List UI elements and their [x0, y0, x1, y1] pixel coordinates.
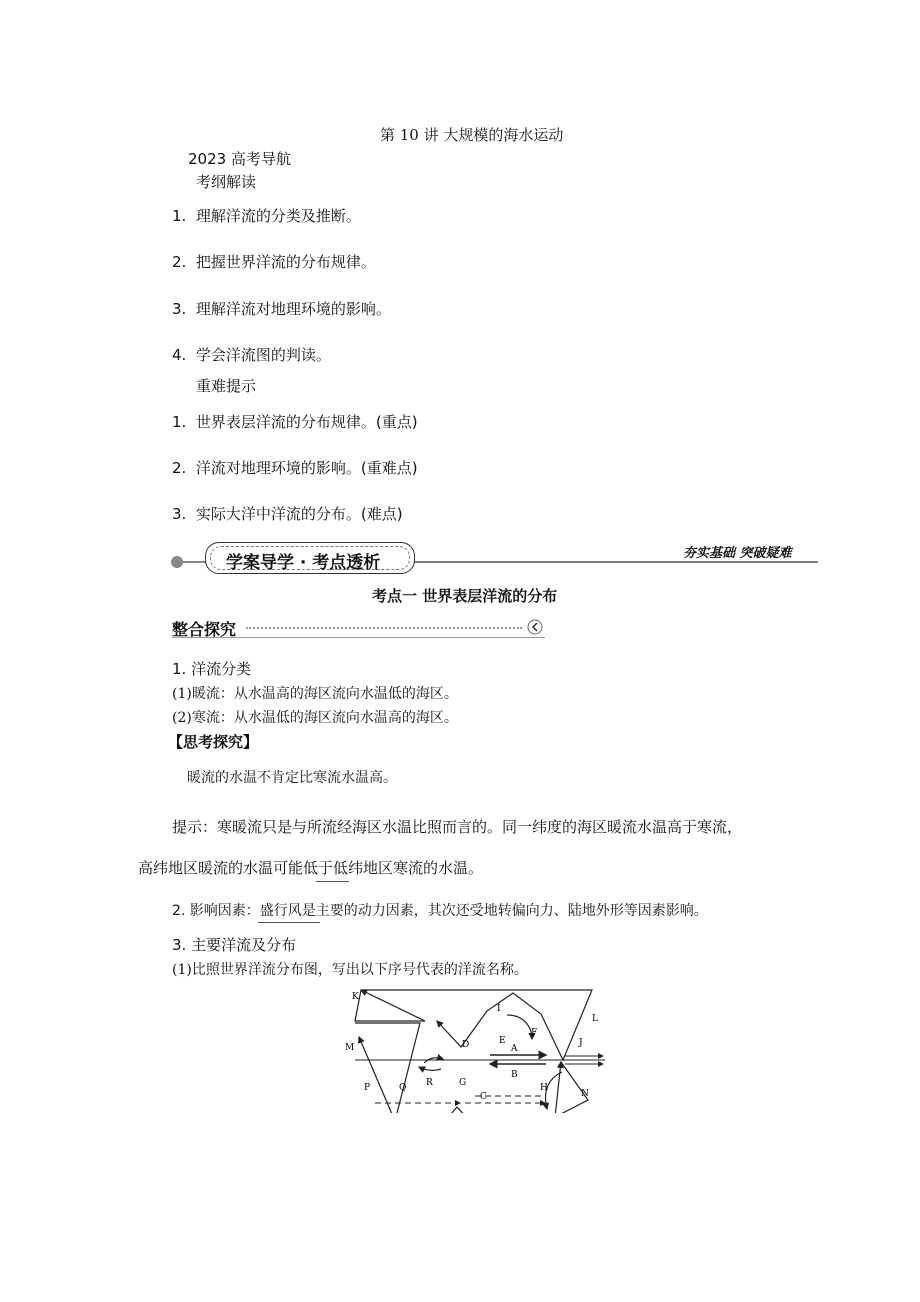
distribution-instruction: (1)比照世界洋流分布图，写出以下序号代表的洋流名称。: [172, 962, 528, 978]
underline-mark: [316, 881, 349, 882]
label-Q: Q: [399, 1083, 407, 1093]
nav-title: 2023 高考导航: [188, 150, 291, 168]
list-item: 1. 理解洋流的分类及推断。: [172, 207, 361, 225]
label-D: D: [462, 1040, 470, 1050]
influence-text: 盛行风是主要的动力因素，其次还受地转偏向力、陆地外形等因素影响。: [259, 903, 708, 919]
section-label: 整合探究: [172, 620, 237, 639]
list-item: 1. 世界表层洋流的分布规律。(重点): [172, 413, 418, 431]
question-text: 暖流的水温不肯定比寒流水温高。: [187, 770, 397, 786]
label-G: G: [459, 1078, 467, 1088]
key-points-heading: 重难提示: [196, 377, 257, 395]
label-B: B: [511, 1070, 518, 1080]
warm-current-def: (1)暖流：从水温高的海区流向水温低的海区。: [172, 686, 458, 702]
label-E: E: [499, 1036, 506, 1046]
label-C: C: [480, 1092, 487, 1102]
think-label: 【思考探究】: [168, 733, 259, 751]
heading-distribution: 3. 主要洋流及分布: [172, 936, 297, 954]
syllabus-heading: 考纲解读: [196, 173, 257, 191]
label-J: J: [579, 1038, 583, 1048]
banner-right-text: 夯实基础 突破疑难: [683, 546, 792, 561]
hint-line-2: 高纬地区暖流的水温可能低于低纬地区寒流的水温。: [138, 859, 484, 877]
list-item: 3. 实际大洋中洋流的分布。(难点): [172, 505, 403, 523]
label-R: R: [426, 1078, 433, 1088]
banner-label: 学案导学 · 考点透析: [226, 553, 381, 573]
cold-current-def: (2)寒流：从水温低的海区流向水温高的海区。: [172, 710, 458, 726]
page-title: 第 10 讲 大规模的海水运动: [380, 126, 564, 144]
influence-factors: [172, 900, 708, 920]
label-A: A: [511, 1044, 518, 1054]
dotted-rule: [246, 627, 522, 629]
hint-line-1: 提示：寒暖流只是与所流经海区水温比照而言的。同一纬度的海区暖流水温高于寒流，: [172, 818, 743, 836]
ocean-current-diagram: [335, 983, 625, 1113]
label-N: N: [581, 1089, 589, 1099]
label-I: I: [497, 1004, 501, 1014]
list-item: 2. 把握世界洋流的分布规律。: [172, 253, 376, 271]
label-P: P: [364, 1083, 371, 1093]
list-item: 4. 学会洋流图的判读。: [172, 346, 331, 364]
chevron-left-icon: [527, 619, 543, 635]
topic-title: 考点一 世界表层洋流的分布: [372, 587, 558, 605]
influence-label: 2. 影响因素：: [172, 903, 260, 919]
label-L: L: [592, 1014, 598, 1024]
underline-mark: [258, 922, 320, 923]
label-H: H: [540, 1083, 548, 1093]
list-item: 3. 理解洋流对地理环境的影响。: [172, 300, 391, 318]
list-item: 2. 洋流对地理环境的影响。(重难点): [172, 459, 418, 477]
label-F: F: [531, 1028, 538, 1038]
heading-classification: 1. 洋流分类: [172, 660, 252, 678]
label-K: K: [352, 992, 359, 1002]
label-M: M: [345, 1043, 355, 1053]
